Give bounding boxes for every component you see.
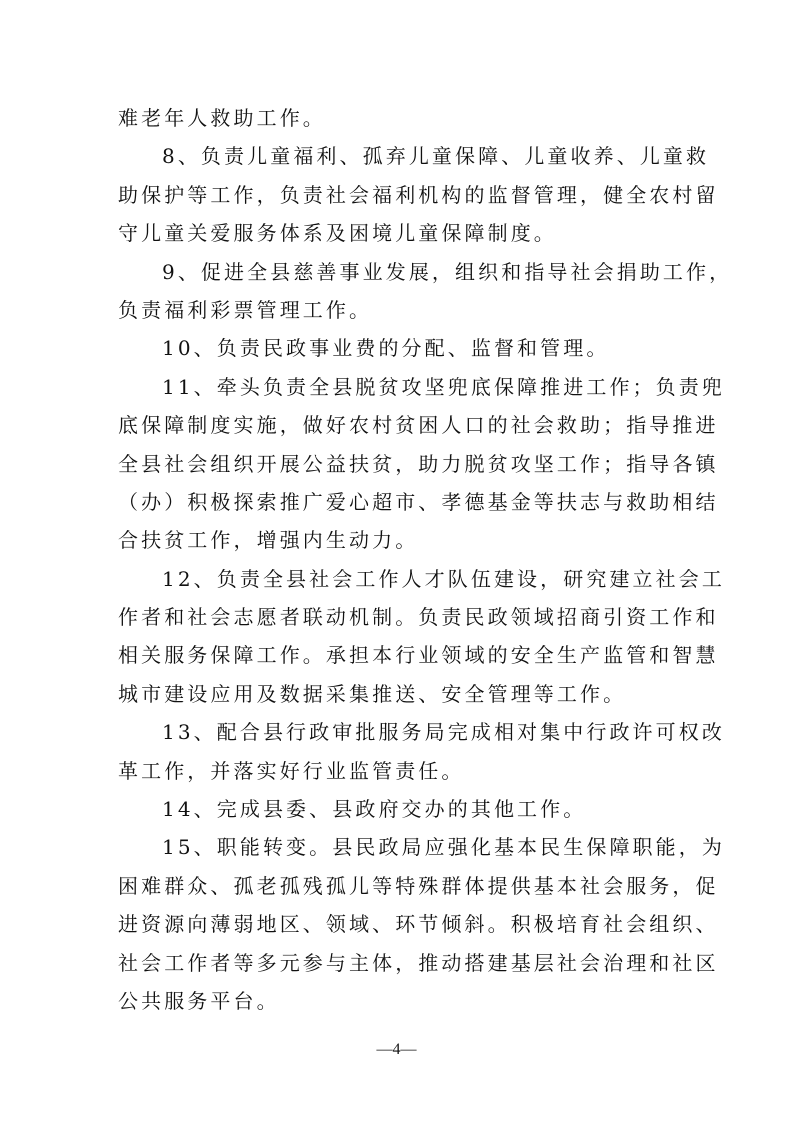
text-line: 9、促进全县慈善事业发展，组织和指导社会捐助工作， (162, 259, 733, 284)
text-line: 全县社会组织开展公益扶贫，助力脱贫攻坚工作；指导各镇 (118, 451, 719, 476)
text-line: 作者和社会志愿者联动机制。负责民政领域招商引资工作和 (118, 605, 719, 630)
text-line: 11、牵头负责全县脱贫攻坚兜底保障推进工作；负责兜 (162, 374, 725, 399)
text-line: 困难群众、孤老孤残孤儿等特殊群体提供基本社会服务，促 (118, 873, 719, 898)
text-line: 进资源向薄弱地区、领域、环节倾斜。积极培育社会组织、 (118, 912, 719, 937)
text-line: 难老年人救助工作。 (118, 106, 326, 130)
text-line: 助保护等工作，负责社会福利机构的监督管理，健全农村留 (118, 182, 719, 207)
text-line: 15、职能转变。县民政局应强化基本民生保障职能，为 (162, 835, 725, 860)
text-line: 14、完成县委、县政府交办的其他工作。 (162, 797, 587, 822)
text-line: （办）积极探索推广爱心超市、孝德基金等扶志与救助相结 (118, 489, 719, 514)
text-line: 城市建设应用及数据采集推送、安全管理等工作。 (118, 681, 627, 706)
text-line: 合扶贫工作，增强内生动力。 (118, 528, 419, 553)
text-line: 社会工作者等多元参与主体，推动搭建基层社会治理和社区 (118, 950, 719, 975)
page-number: —4— (376, 1041, 417, 1058)
text-line: 8、负责儿童福利、孤弃儿童保障、儿童收养、儿童救 (162, 144, 710, 169)
text-line: 12、负责全县社会工作人才队伍建设，研究建立社会工 (162, 566, 725, 591)
document-body (118, 99, 733, 1020)
text-line: 相关服务保障工作。承担本行业领域的安全生产监管和智慧 (118, 643, 719, 668)
text-line: 公共服务平台。 (118, 988, 280, 1013)
text-line: 守儿童关爱服务体系及困境儿童保障制度。 (118, 221, 557, 246)
text-line: 负责福利彩票管理工作。 (118, 297, 373, 322)
text-line: 10、负责民政事业费的分配、监督和管理。 (162, 336, 610, 361)
text-line: 13、配合县行政审批服务局完成相对集中行政许可权改 (162, 720, 725, 745)
text-line: 革工作，并落实好行业监管责任。 (118, 758, 465, 783)
text-line: 底保障制度实施，做好农村贫困人口的社会救助；指导推进 (118, 413, 719, 438)
